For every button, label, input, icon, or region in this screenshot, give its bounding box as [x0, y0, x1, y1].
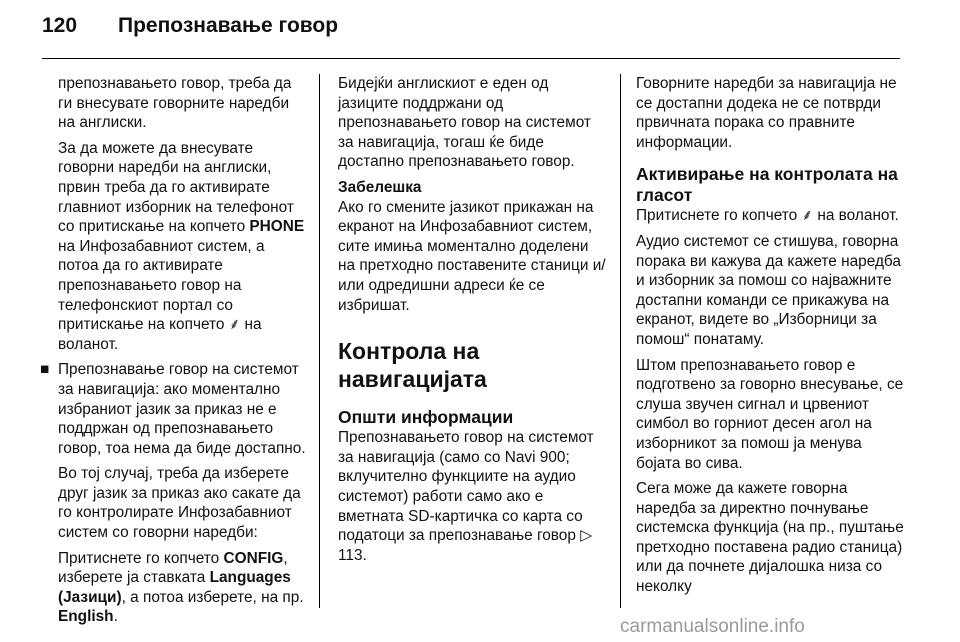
paragraph-text: Препознавањето говор на системот за навигација (само со Navi 900; вклучително функциите на аудио системот) работи само ако е вметната SD-картичка со карта со податоци за препознавање говор [338, 429, 594, 545]
paragraph-text: Штом препознавањето говор е подготвено за говорно внесување, се слуша звучен сигнал и црвениот симбол во горниот десен агол на изборникот за помош ја менува бојата во сива. [636, 356, 904, 472]
note-box [338, 178, 608, 315]
paragraph-text: Говорните наредби за навигација не се достапни додека не се потврди првичната порака со правните информации. [636, 75, 897, 151]
square-bullet-icon: ■ [40, 361, 50, 379]
page-header [0, 0, 960, 62]
paragraph-text: Бидејќи англискиот е еден од јазиците поддржани од препознавањето говор на системот за навигација, тогаш ќе биде достапно препознавањето говор. [338, 75, 591, 171]
column-divider [620, 74, 621, 608]
paragraph [58, 74, 306, 133]
paragraph-text: препознавањето говор, треба да ги внесувате говорните наредби на англиски. [58, 75, 292, 132]
header-divider [42, 58, 900, 59]
paragraph-text: . [113, 608, 118, 626]
section-heading-line: Контрола на [338, 338, 480, 365]
paragraph-text: на воланот. [58, 316, 262, 353]
watermark: carmanualsonline.info [620, 616, 805, 637]
page-reference-icon: ▷ [580, 527, 593, 545]
paragraph-text: Сега може да кажете говорна наредба за директно почнување системска функција (на пр., пуштање претходно поставена радио станица) или да почнете дијалошка низа со неколку [636, 480, 904, 596]
paragraph-text: За да можете да внесувате говорни наредби на англиски, првин треба да го активирате главниот изборник на телефонот со притискање на копчето [58, 139, 294, 236]
subheading: Општи информации [338, 407, 514, 428]
voice-control-icon: ⸙ [228, 316, 241, 334]
paragraph-text: , а потоа изберете, на пр. [121, 588, 304, 606]
paragraph-text: на воланот. [813, 207, 899, 225]
paragraph [636, 232, 906, 350]
phone-key-label: PHONE [249, 218, 305, 236]
paragraph [58, 139, 306, 355]
english-option-label: English [58, 608, 114, 626]
paragraph [636, 479, 906, 597]
paragraph [338, 74, 608, 172]
paragraph [58, 549, 306, 627]
list-item-text: Препознавање говор на системот за навигација: ако моментално избраниот јазик за приказ не е поддржан од препознавањето говор, тоа нема да биде достапно. [58, 361, 306, 457]
paragraph [636, 356, 906, 474]
page-title: Препознавање говор [118, 14, 339, 37]
paragraph [636, 206, 906, 226]
list-item [40, 360, 306, 458]
config-key-label: CONFIG [223, 549, 284, 567]
section-heading-line: навигацијата [338, 366, 487, 393]
paragraph [58, 464, 306, 542]
voice-control-icon: ⸙ [801, 207, 814, 225]
column-3 [636, 74, 906, 603]
paragraph [636, 74, 906, 152]
section-heading [338, 337, 608, 393]
paragraph-text: , изберете ја ставката [58, 549, 288, 587]
paragraph-text: Во тој случај, треба да изберете друг јазик за приказ ако сакате да го контролирате Инфозабавниот систем со говорни наредби: [58, 465, 301, 542]
paragraph-text: Аудио системот се стишува, говорна порака ви кажува да кажете наредба и изборник за помош со најважните достапни команди се прикажува на екранот, видете во „Изборници за помош“ понатаму. [636, 232, 901, 348]
subheading: Активирање на контролата на гласот [636, 164, 898, 206]
paragraph [338, 428, 608, 565]
paragraph-text: Притиснете го копчето [58, 549, 224, 567]
note-body: Ако го смените јазикот прикажан на екранот на Инфозабавниот систем, сите имиња моментално доделени на претходно поставените станици и/или одредишни адреси ќе се избришат. [338, 198, 606, 314]
paragraph-text: Притиснете го копчето [636, 207, 802, 225]
page-reference-number: 113. [338, 546, 367, 564]
column-1 [40, 74, 306, 633]
column-2 [338, 74, 608, 571]
column-divider [319, 74, 320, 608]
languages-item-label: Languages (Јазици) [58, 569, 291, 606]
note-title: Забелешка [338, 178, 422, 196]
paragraph-text: на Инфозабавниот систем, а потоа да го активирате препознавањето говор на телефонскиот портал со притискање на копчето [58, 237, 265, 334]
page-number: 120 [42, 14, 78, 37]
